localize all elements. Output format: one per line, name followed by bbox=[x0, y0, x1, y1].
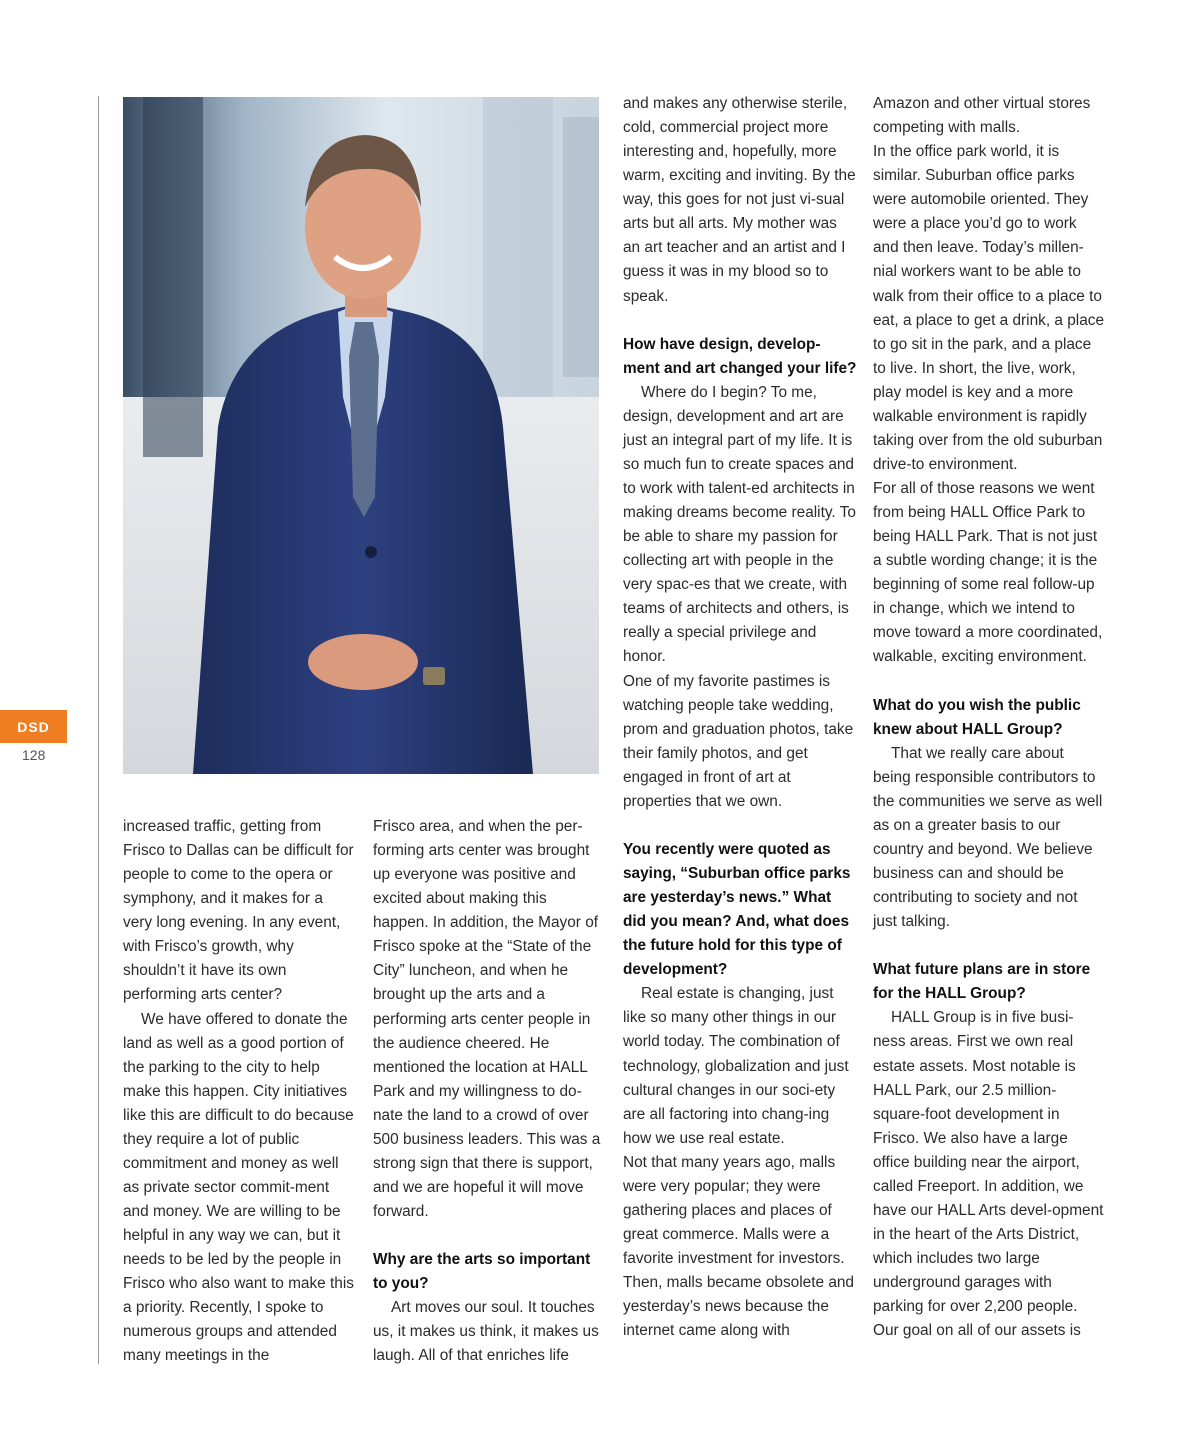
paragraph: increased traffic, getting from Frisco to Dallas can be difficult for people to come to the opera or symphony, and it makes for a very long evening. In any event, with Frisco’s growth, why shouldn’t it have its own performing arts center? bbox=[123, 818, 354, 1004]
question-heading: Why are the arts so important to you? bbox=[373, 1251, 591, 1293]
column-2 bbox=[373, 815, 605, 1368]
paragraph: One of my favorite pastimes is watching people take wedding, prom and graduation photos, take their family photos, and get engaged in front of art at properties that we own. bbox=[623, 672, 854, 810]
portrait-photo bbox=[123, 97, 599, 774]
question-heading: How have design, develop-ment and art changed your life? bbox=[623, 335, 857, 377]
paragraph: In the office park world, it is similar. Suburban office parks were automobile oriented. They were a place you’d go to work and then leave. Today’s millen-nial workers want to be able to walk from their office to a place to eat, a place to get a drink, a place to go sit in the park, and a place to live. In short, the live, work, play model is key and a more walkable environment is rapidly taking over from the old suburban drive-to environment. bbox=[873, 143, 1105, 473]
column-3 bbox=[623, 92, 857, 1343]
paragraph: For all of those reasons we went from being HALL Office Park to being HALL Park. That is not just a subtle wording change; it is the beginning of some real follow-up in change, which we intend to move toward a more coordinated, walkable, exciting environment. bbox=[873, 480, 1103, 666]
question-heading: You recently were quoted as saying, “Suburban office parks are yesterday’s news.” What did you mean? And, what does the future hold for this type of development? bbox=[623, 840, 851, 979]
paragraph: That we really care about being responsible contributors to the communities we serve as well as on a greater basis to our country and beyond. We believe business can and should be contributing to society and not just talking. bbox=[873, 744, 1103, 931]
paragraph: Art moves our soul. It touches us, it makes us think, it makes us laugh. All of that enriches life bbox=[373, 1299, 599, 1365]
margin-rule bbox=[98, 96, 99, 1364]
paragraph: Frisco area, and when the per-forming arts center was brought up everyone was positive and excited about making this happen. In addition, the Mayor of Frisco spoke at the “State of the City” luncheon, and when he brought up the arts and a performing arts center people in the audience cheered. He mentioned the location at HALL Park and my willingness to do-nate the land to a crowd of over 500 business leaders. This was a strong sign that there is support, and we are hopeful it will move forward. bbox=[373, 818, 601, 1220]
question-heading: What future plans are in store for the HALL Group? bbox=[873, 961, 1091, 1003]
page-number: 128 bbox=[22, 747, 46, 763]
column-4 bbox=[873, 92, 1105, 1343]
paragraph: Amazon and other virtual stores competing with malls. bbox=[873, 95, 1091, 137]
question-heading: What do you wish the public knew about HALL Group? bbox=[873, 696, 1081, 738]
paragraph: Where do I begin? To me, design, development and art are just an integral part of my life. It is so much fun to create spaces and to work with talent-ed architects in making dreams become reality. To be able to share my passion for collecting art with people in the very spac-es that we create, with teams of architects and others, is really a special privilege and honor. bbox=[623, 383, 856, 666]
paragraph: We have offered to donate the land as well as a good portion of the parking to the city to help make this happen. City initiatives like this are difficult to do because they require a lot of public commitment and money as well as private sector commit-ment and money. We are willing to be helpful in any way we can, but it needs to be led by the people in Frisco who also want to make this a priority. Recently, I spoke to numerous groups and attended many meetings in the bbox=[123, 1010, 354, 1365]
section-tab: DSD bbox=[0, 710, 67, 743]
paragraph: Real estate is changing, just like so many other things in our world today. The combination of technology, globalization and just cultural changes in our soci-ety are all factoring into chang-ing how we use real estate. bbox=[623, 985, 849, 1147]
paragraph: and makes any otherwise sterile, cold, commercial project more interesting and, hopefully, more warm, exciting and inviting. By the way, this goes for not just vi-sual arts but all arts. My mother was an art teacher and an artist and I guess it was in my blood so to speak. bbox=[623, 95, 856, 305]
paragraph: HALL Group is in five busi-ness areas. First we own real estate assets. Most notable is HALL Park, our 2.5 million-square-foot development in Frisco. We also have a large office building near the airport, called Freeport. In addition, we have our HALL Arts devel-opment in the heart of the Arts District, which includes two large underground garages with parking for over 2,200 people. Our goal on all of our assets is bbox=[873, 1009, 1104, 1340]
paragraph: Not that many years ago, malls were very popular; they were gathering places and places of great commerce. Malls were a favorite investment for investors. Then, malls became obsolete and yesterday’s news because the internet came along with bbox=[623, 1153, 854, 1340]
column-1 bbox=[123, 815, 355, 1368]
